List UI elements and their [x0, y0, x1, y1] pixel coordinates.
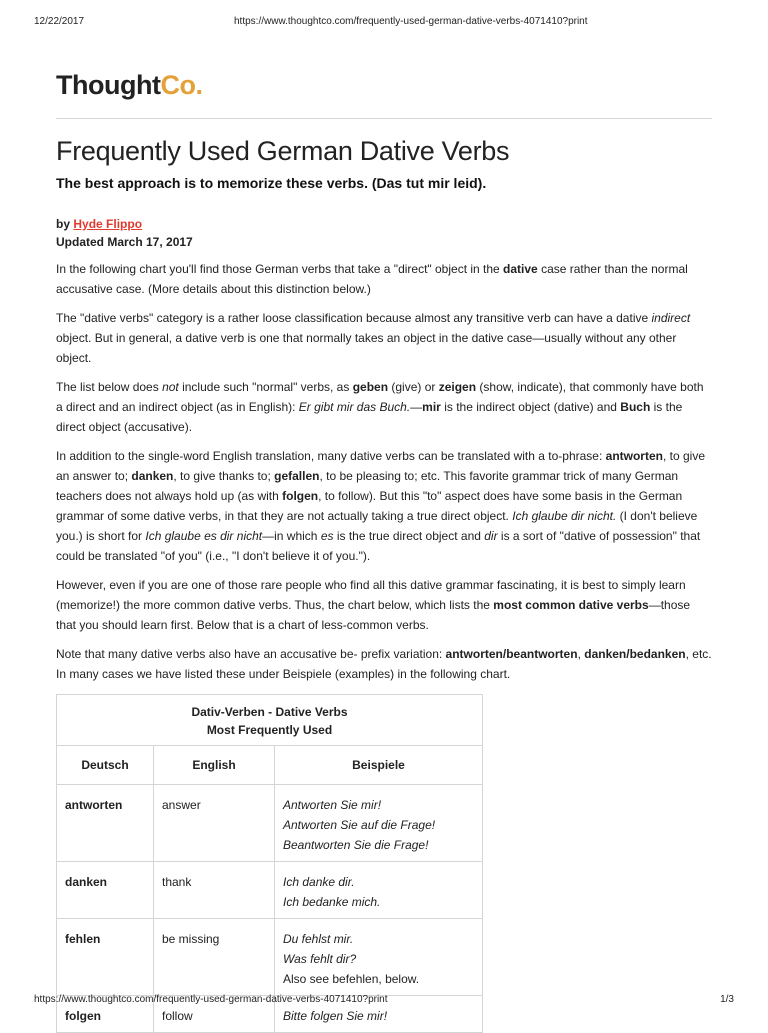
table-caption [57, 695, 483, 746]
example-sentence: Ich danke dir. [283, 875, 355, 889]
article-subtitle: The best approach is to memorize these verbs. (Das tut mir leid). [56, 175, 487, 191]
verb-examples [275, 862, 483, 919]
column-header-beispiele: Beispiele [275, 746, 483, 785]
page-number: 1/3 [720, 994, 734, 1005]
author-link[interactable]: Hyde Flippo [73, 217, 143, 231]
print-url: https://www.thoughtco.com/frequently-used-german-dative-verbs-4071410?print [234, 16, 588, 27]
paragraph-4: In addition to the single-word English translation, many dative verbs can be translated with a to-phrase: antworten, to give an answer to; danken, to give thanks to; gefallen, to be pleasing to; etc. This favorite grammar trick of many German teachers does not always hold up (as with folgen, to follow). But this "to" aspect does have some basis in the German grammar of some dative verbs, in that they are not actually taking a true direct object. Ich glaube dir nicht. (I don't believe you.) is short for Ich glaube es dir nicht—in which es is the true direct object and dir is a sort of "dative of possession" that could be translated "of you" (i.e., "I don't believe it of you."). [56, 449, 706, 563]
verb-english: thank [154, 862, 275, 919]
paragraph-3: The list below does not include such "normal" verbs, as geben (give) or zeigen (show, indicate), that commonly have both a direct and an indirect object (as in English): Er gibt mir das Buch.—mir is the indirect object (dative) and Buch is the direct object (accusative). [56, 380, 704, 434]
example-sentence: Antworten Sie mir! [283, 798, 382, 812]
table-row [57, 785, 483, 862]
footer-url: https://www.thoughtco.com/frequently-used-german-dative-verbs-4071410?print [34, 994, 388, 1005]
example-sentence: Was fehlt dir? [283, 952, 357, 966]
paragraph-1: In the following chart you'll find those German verbs that take a "direct" object in the dative case rather than the normal accusative case. (More details about this distinction below.) [56, 262, 688, 296]
header-divider [56, 118, 712, 119]
verb-english: follow [154, 996, 275, 1033]
column-header-english: English [154, 746, 275, 785]
table-row [57, 862, 483, 919]
verb-english: be missing [154, 919, 275, 996]
example-sentence: Bitte folgen Sie mir! [283, 1009, 388, 1023]
logo-co: Co. [160, 70, 203, 100]
example-sentence: Du fehlst mir. [283, 932, 354, 946]
column-header-deutsch: Deutsch [57, 746, 154, 785]
verb-deutsch: fehlen [57, 919, 154, 996]
verb-english: answer [154, 785, 275, 862]
verb-deutsch: folgen [57, 996, 154, 1033]
table-caption-subtitle: Most Frequently Used [206, 723, 333, 737]
page-title: Frequently Used German Dative Verbs [56, 136, 510, 166]
print-date: 12/22/2017 [34, 16, 85, 27]
table-caption-title: Dativ-Verben - Dative Verbs [191, 705, 348, 719]
print-footer [34, 994, 734, 1005]
article [56, 130, 712, 1033]
example-sentence: Beantworten Sie die Frage! [283, 838, 429, 852]
example-sentence: Ich bedanke mich. [283, 895, 381, 909]
byline [56, 217, 712, 231]
verb-examples [275, 785, 483, 862]
logo-text: Thought [56, 70, 161, 100]
thoughtco-logo[interactable] [56, 70, 202, 101]
byline-by: by [56, 217, 71, 231]
updated-date: Updated March 17, 2017 [56, 235, 193, 249]
example-sentence: Antworten Sie auf die Frage! [283, 818, 436, 832]
example-note: Also see befehlen, below. [283, 972, 420, 986]
verb-deutsch: antworten [57, 785, 154, 862]
table-row [57, 919, 483, 996]
paragraph-5: However, even if you are one of those rare people who find all this dative grammar fascinating, it is best to simply learn (memorize!) the more common dative verbs. Thus, the chart below, which lists the most common dative verbs—those that you should learn first. Below that is a chart of less-common verbs. [56, 578, 691, 632]
verb-deutsch: danken [57, 862, 154, 919]
dative-verbs-table [56, 694, 483, 1033]
table-header-row [57, 746, 483, 785]
verb-examples [275, 919, 483, 996]
paragraph-2: The "dative verbs" category is a rather loose classification because almost any transitive verb can have a dative indirect object. But in general, a dative verb is one that normally takes an object in the dative case—usually without any other object. [56, 311, 691, 365]
paragraph-6: Note that many dative verbs also have an accusative be- prefix variation: antworten/beantworten, danken/bedanken, etc. In many cases we have listed these under Beispiele (examples) in the following chart. [56, 647, 712, 681]
